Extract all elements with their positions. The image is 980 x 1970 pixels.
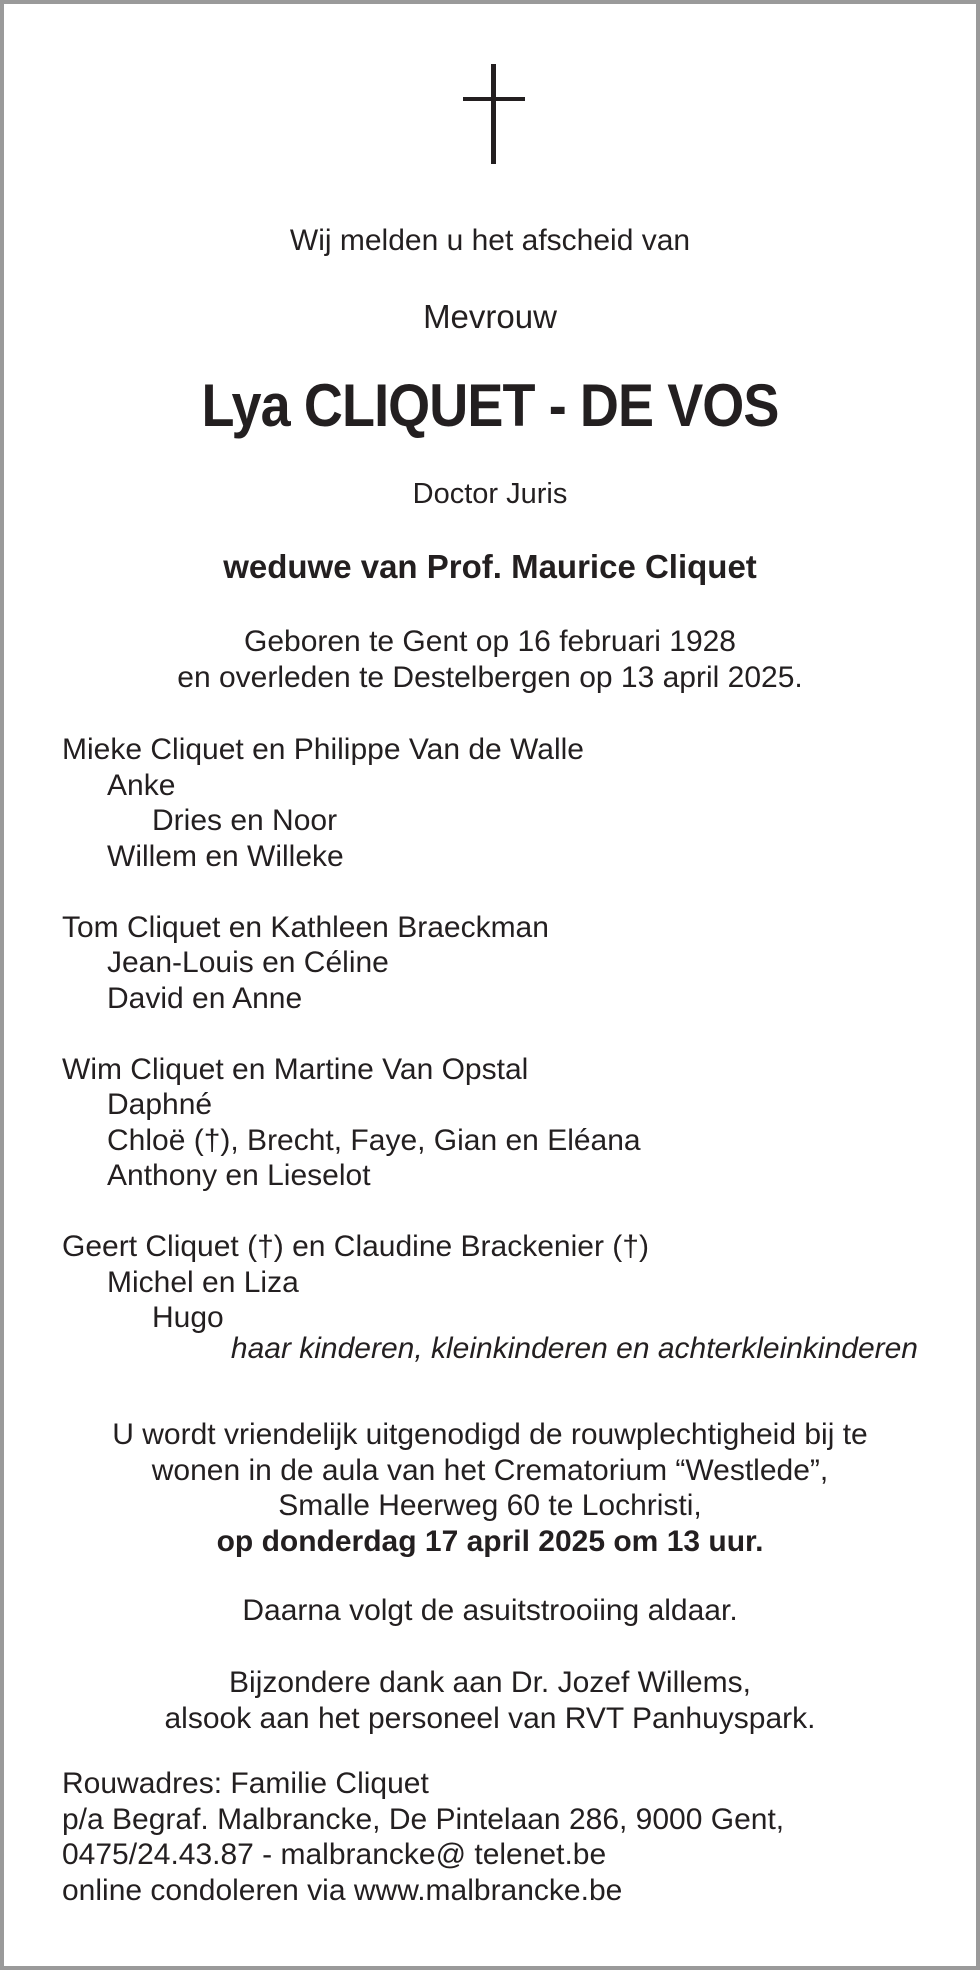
widow-of: weduwe van Prof. Maurice Cliquet bbox=[223, 548, 757, 585]
ceremony-line: wonen in de aula van het Crematorium “Westlede”, bbox=[151, 1453, 829, 1487]
acknowledgements bbox=[4, 1665, 976, 1736]
family-member: David en Anne bbox=[107, 981, 303, 1015]
birth-line: Geboren te Gent op 16 februari 1928 bbox=[243, 625, 736, 658]
address-line: p/a Begraf. Malbrancke, De Pintelaan 286, 9000 Gent, bbox=[62, 1802, 785, 1836]
family-member: Dries en Noor bbox=[152, 804, 338, 837]
family-list bbox=[62, 732, 649, 1336]
ash-scattering-note: Daarna volgt de asuitstrooiing aldaar. bbox=[242, 1594, 738, 1627]
family-head: Wim Cliquet en Martine Van Opstal bbox=[62, 1052, 529, 1086]
intro-text: Wij melden u het afscheid van bbox=[289, 224, 691, 257]
cross-icon bbox=[463, 64, 525, 164]
death-line: en overleden te Destelbergen op 13 april 2025. bbox=[177, 661, 803, 694]
ceremony-line: Smalle Heerweg 60 te Lochristi, bbox=[278, 1489, 702, 1522]
family-member: Michel en Liza bbox=[107, 1265, 299, 1299]
deceased-name: Lya CLIQUET - DE VOS bbox=[201, 372, 779, 439]
family-member: Jean-Louis en Céline bbox=[107, 946, 389, 979]
honorific: Mevrouw bbox=[423, 298, 557, 335]
ceremony-invitation bbox=[4, 1417, 976, 1559]
family-closing: haar kinderen, kleinkinderen en achterkleinkinderen bbox=[230, 1332, 918, 1365]
family-head: Geert Cliquet (†) en Claudine Brackenier (†) bbox=[62, 1230, 649, 1263]
family-member: Daphné bbox=[107, 1088, 213, 1121]
family-member: Willem en Willeke bbox=[107, 839, 344, 873]
ceremony-date: op donderdag 17 april 2025 om 13 uur. bbox=[216, 1524, 764, 1558]
academic-title: Doctor Juris bbox=[412, 478, 568, 510]
thanks-line: Bijzondere dank aan Dr. Jozef Willems, bbox=[229, 1666, 751, 1699]
mourning-address bbox=[62, 1766, 784, 1908]
address-line: Rouwadres: Familie Cliquet bbox=[62, 1767, 429, 1800]
family-member: Anthony en Lieselot bbox=[107, 1159, 371, 1192]
ceremony-line: U wordt vriendelijk uitgenodigd de rouwplechtigheid bij te bbox=[112, 1418, 868, 1451]
condolence-link[interactable]: online condoleren via www.malbrancke.be bbox=[62, 1873, 623, 1907]
family-member: Chloë (†), Brecht, Faye, Gian en Eléana bbox=[107, 1123, 641, 1157]
family-member: Hugo bbox=[152, 1301, 224, 1334]
contact-line: 0475/24.43.87 - malbrancke@ telenet.be bbox=[62, 1838, 607, 1871]
family-head: Tom Cliquet en Kathleen Braeckman bbox=[62, 910, 549, 944]
thanks-line: alsook aan het personeel van RVT Panhuyspark. bbox=[164, 1701, 816, 1735]
family-member: Anke bbox=[107, 768, 176, 802]
family-head: Mieke Cliquet en Philippe Van de Walle bbox=[62, 733, 584, 766]
